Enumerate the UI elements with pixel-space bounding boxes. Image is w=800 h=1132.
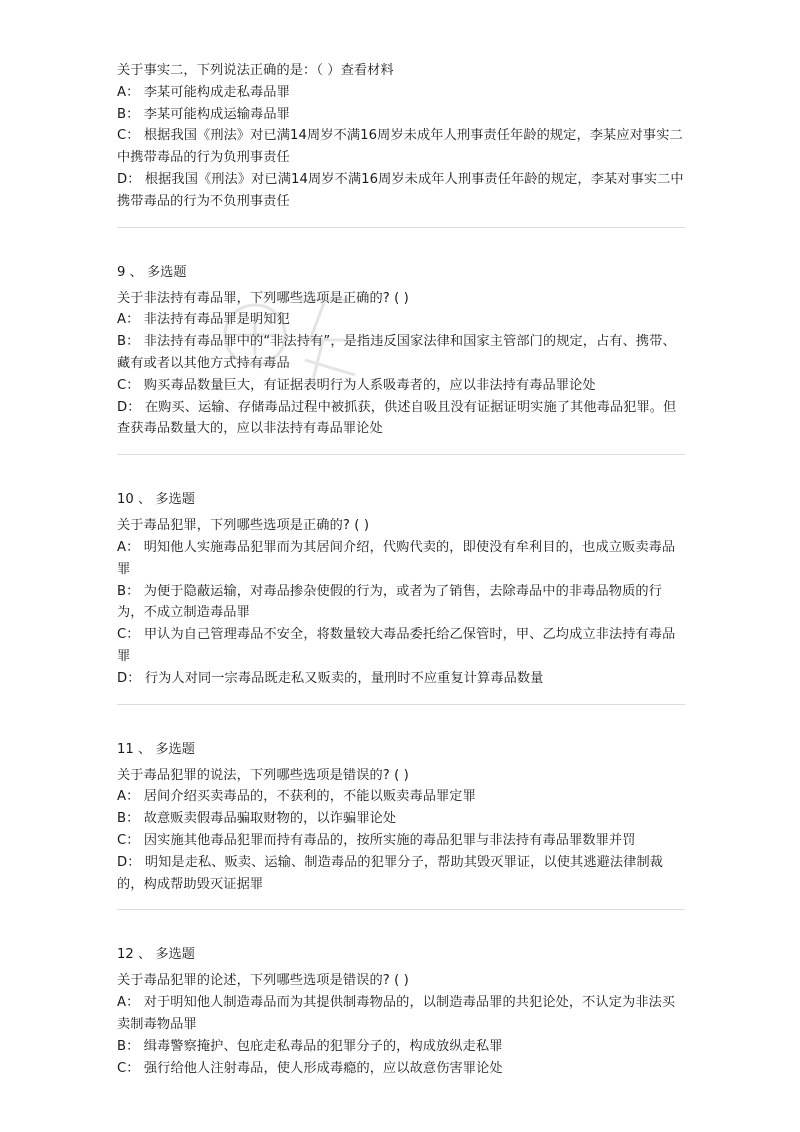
- option-c: C： 根据我国《刑法》对已满14周岁不满16周岁未成年人刑事责任年龄的规定，李某应对事实二中携带毒品的行为负刑事责任: [117, 128, 683, 166]
- option-d: D： 根据我国《刑法》对已满14周岁不满16周岁未成年人刑事责任年龄的规定，李某对事实二中携带毒品的行为不负刑事责任: [117, 171, 684, 209]
- question-12: [117, 944, 685, 1093]
- question-stem: 关于事实二，下列说法正确的是：（ ）查看材料: [117, 63, 394, 78]
- question-continued: [117, 60, 685, 227]
- option-a: A： 对于明知他人制造毒品而为其提供制毒物品的，以制造毒品罪的共犯论处，不认定为非法买卖制毒物品罪: [117, 995, 676, 1032]
- option-b: B： 非法持有毒品罪中的“非法持有”，是指违反国家法律和国家主管部门的规定，占有、携带、藏有或者以其他方式持有毒品: [117, 334, 676, 371]
- question-header: 11 、 多选题: [117, 741, 195, 757]
- question-stem: 关于毒品犯罪的论述，下列哪些选项是错误的? ( ): [117, 973, 409, 989]
- question-stem: 关于非法持有毒品罪，下列哪些选项是正确的? ( ): [117, 290, 409, 306]
- option-d: D： 在购买、运输、存储毒品过程中被抓获，供述自吸且没有证据证明实施了其他毒品犯罪。但查获毒品数量大的，应以非法持有毒品罪论处: [117, 399, 677, 437]
- question-stem: 关于毒品犯罪，下列哪些选项是正确的? ( ): [117, 518, 370, 534]
- option-d: D： 行为人对同一宗毒品既走私又贩卖的，量刑时不应重复计算毒品数量: [117, 670, 544, 686]
- option-c: C： 强行给他人注射毒品，使人形成毒瘾的，应以故意伤害罪论处: [117, 1060, 503, 1076]
- option-a: A： 李某可能构成走私毒品罪: [117, 84, 290, 100]
- option-c: C： 甲认为自己管理毒品不安全，将数量较大毒品委托给乙保管时，甲、乙均成立非法持有毒品罪: [117, 627, 676, 664]
- option-b: B： 故意贩卖假毒品骗取财物的，以诈骗罪论处: [117, 811, 397, 827]
- document-page: [117, 60, 685, 1093]
- option-a: A： 非法持有毒品罪是明知犯: [117, 312, 290, 328]
- question-header: 10 、 多选题: [117, 492, 195, 508]
- question-11: [117, 739, 685, 910]
- option-b: B： 李某可能构成运输毒品罪: [117, 106, 290, 122]
- option-a: A： 居间介绍买卖毒品的，不获利的，不能以贩卖毒品罪定罪: [117, 789, 476, 805]
- option-c: C： 购买毒品数量巨大，有证据表明行为人系吸毒者的，应以非法持有毒品罪论处: [117, 377, 596, 393]
- option-a: A： 明知他人实施毒品犯罪而为其居间介绍，代购代卖的，即使没有牟利目的，也成立贩卖毒品罪: [117, 539, 676, 577]
- option-c: C： 因实施其他毒品犯罪而持有毒品的，按所实施的毒品犯罪与非法持有毒品罪数罪并罚: [117, 832, 636, 848]
- option-b: B： 缉毒警察掩护、包庇走私毒品的犯罪分子的，构成放纵走私罪: [117, 1038, 503, 1054]
- question-header: 9 、 多选题: [117, 264, 187, 280]
- option-d: D： 明知是走私、贩卖、运输、制造毒品的犯罪分子，帮助其毁灭罪证，以使其逃避法律制裁的，构成帮助毁灭证据罪: [117, 854, 664, 892]
- option-b: B： 为便于隐蔽运输，对毒品掺杂使假的行为，或者为了销售，去除毒品中的非毒品物质的行为，不成立制造毒品罪: [117, 583, 662, 621]
- question-10: [117, 489, 685, 703]
- question-stem: 关于毒品犯罪的说法，下列哪些选项是错误的? ( ): [117, 767, 409, 783]
- question-9: [117, 262, 685, 455]
- question-header: 12 、 多选题: [117, 947, 195, 963]
